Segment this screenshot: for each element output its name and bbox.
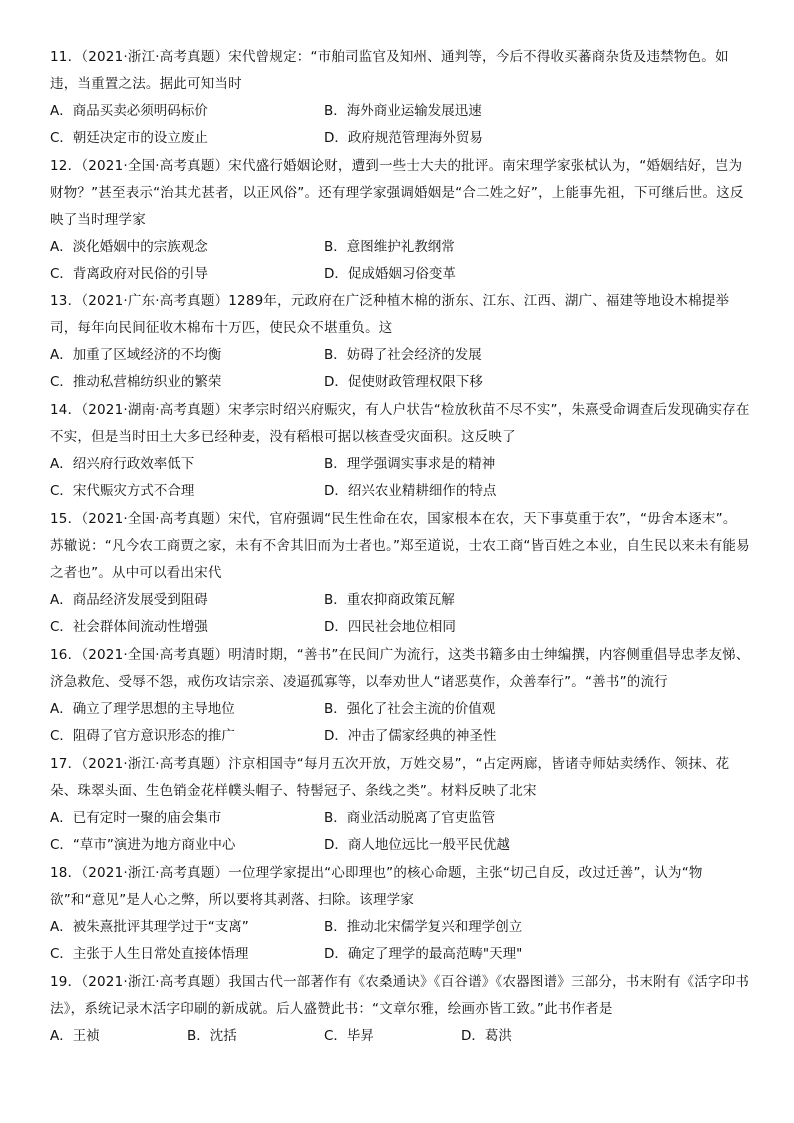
options-row	[50, 723, 750, 750]
option-a: A．被朱熹批评其理学过于“支离”	[50, 919, 249, 935]
option-c: C．主张于人生日常处直接体悟理	[50, 946, 249, 962]
question-14	[50, 397, 750, 505]
option-d: D．促成婚姻习俗变革	[324, 266, 456, 282]
option-d: D．政府规范管理海外贸易	[324, 130, 483, 146]
question-18	[50, 860, 750, 968]
question-15	[50, 506, 750, 641]
option-c: C．社会群体间流动性增强	[50, 619, 208, 635]
option-d: D．葛洪	[461, 1028, 512, 1044]
question-stem: 14．（2021·湖南·高考真题）宋孝宗时绍兴府赈灾，有人户状告“检放秋苗不尽不实”，朱熹受命调查后发现确实存在不实，但是当时田土大多已经种麦，没有稻根可据以核查受灾面积。这反映了	[50, 402, 750, 445]
option-a: A．已有定时一聚的庙会集市	[50, 810, 222, 826]
question-stem: 12．（2021·全国·高考真题）宋代盛行婚姻论财，遭到一些士大夫的批评。南宋理学家张栻认为，“婚姻结好，岂为财物？”甚至表示“治其尤甚者，以正风俗”。还有理学家强调婚姻是“合二姓之好”，上能事先祖，下可继后世。这反映了当时理学家	[50, 158, 744, 228]
option-d: D．四民社会地位相同	[324, 619, 456, 635]
option-a: A．淡化婚姻中的宗族观念	[50, 239, 208, 255]
options-row	[50, 125, 750, 152]
question-16	[50, 642, 750, 750]
options-row	[50, 234, 750, 261]
options-row	[50, 342, 750, 369]
options-row	[50, 451, 750, 478]
option-c: C．背离政府对民俗的引导	[50, 266, 208, 282]
options-row	[50, 832, 750, 859]
option-a: A．商品买卖必须明码标价	[50, 103, 208, 119]
options-row	[50, 614, 750, 641]
option-b: B．海外商业运输发展迅速	[324, 103, 482, 119]
option-d: D．促使财政管理权限下移	[324, 374, 483, 390]
question-19	[50, 969, 750, 1050]
options-row	[50, 914, 750, 941]
options-row	[50, 98, 750, 125]
options-row	[50, 696, 750, 723]
option-c: C．阻碍了官方意识形态的推广	[50, 728, 235, 744]
options-row	[50, 941, 750, 968]
options-row	[50, 369, 750, 396]
question-11	[50, 44, 750, 152]
option-b: B．妨碍了社会经济的发展	[324, 347, 482, 363]
option-a: A．绍兴府行政效率低下	[50, 456, 195, 472]
options-row	[50, 478, 750, 505]
question-stem: 18．（2021·浙江·高考真题）一位理学家提出“心即理也”的核心命题，主张“切己自反，改过迁善”，认为“物欲”和“意见”是人心之弊，所以要将其剥落、扫除。该理学家	[50, 865, 703, 908]
option-a: A．王祯	[50, 1028, 100, 1044]
question-13	[50, 288, 750, 396]
question-stem: 16．（2021·全国·高考真题）明清时期，“善书”在民间广为流行，这类书籍多由士绅编撰，内容侧重倡导忠孝友悌、济急救危、受辱不怨，戒伤攻诘宗亲、凌逼孤寡等，以奉劝世人“诸恶莫作，众善奉行”。“善书”的流行	[50, 647, 750, 690]
option-c: C．朝廷决定市的设立废止	[50, 130, 208, 146]
option-c: C．“草市”演进为地方商业中心	[50, 837, 236, 853]
options-row	[50, 261, 750, 288]
option-d: D．确定了理学的最高范畴"天理"	[324, 946, 523, 962]
question-stem: 15．（2021·全国·高考真题）宋代，官府强调“民生性命在农，国家根本在农，天下事莫重于农”，“毋舍本逐末”。苏辙说：“凡今农工商贾之家，未有不舍其旧而为士者也。”郑至道说，士农工商“皆百姓之本业，自生民以来未有能易之者也”。从中可以看出宋代	[50, 511, 750, 581]
options-row	[50, 805, 750, 832]
option-c: C．宋代赈灾方式不合理	[50, 483, 195, 499]
option-b: B．意图维护礼教纲常	[324, 239, 455, 255]
question-stem: 11．（2021·浙江·高考真题）宋代曾规定：“市舶司监官及知州、通判等，今后不得收买蕃商杂货及违禁物色。如违，当重置之法。据此可知当时	[50, 49, 729, 92]
option-d: D．商人地位远比一般平民优越	[324, 837, 510, 853]
option-b: B．推动北宋儒学复兴和理学创立	[324, 919, 523, 935]
option-c: C．毕昇	[324, 1028, 374, 1044]
option-d: D．绍兴农业精耕细作的特点	[324, 483, 497, 499]
question-17	[50, 751, 750, 859]
question-stem: 13．（2021·广东·高考真题）1289年，元政府在广泛种植木棉的浙东、江东、江西、湖广、福建等地设木棉提举司，每年向民间征收木棉布十万匹，使民众不堪重负。这	[50, 293, 730, 336]
question-12	[50, 153, 750, 288]
option-a: A．加重了区域经济的不均衡	[50, 347, 222, 363]
question-stem: 19．（2021·浙江·高考真题）我国古代一部著作有《农桑通诀》《百谷谱》《农器图谱》三部分，书末附有《活字印书法》，系统记录木活字印刷的新成就。后人盛赞此书：“文章尔雅，绘画亦皆工致。”此书作者是	[50, 974, 750, 1017]
option-c: C．推动私营棉纺织业的繁荣	[50, 374, 222, 390]
option-b: B．商业活动脱离了官吏监管	[324, 810, 496, 826]
options-row	[50, 1023, 750, 1050]
options-row	[50, 587, 750, 614]
question-stem: 17．（2021·浙江·高考真题）汴京相国寺“每月五次开放，万姓交易”，“占定两廊，皆诸寺师姑卖绣作、领抹、花朵、珠翠头面、生色销金花样幞头帽子、特髻冠子、条线之类”。材料反映了北宋	[50, 756, 730, 799]
option-a: A．确立了理学思想的主导地位	[50, 701, 235, 717]
option-b: B．沈括	[187, 1028, 237, 1044]
option-d: D．冲击了儒家经典的神圣性	[324, 728, 497, 744]
option-b: B．理学强调实事求是的精神	[324, 456, 496, 472]
option-b: B．重农抑商政策瓦解	[324, 592, 455, 608]
option-b: B．强化了社会主流的价值观	[324, 701, 496, 717]
option-a: A．商品经济发展受到阻碍	[50, 592, 208, 608]
